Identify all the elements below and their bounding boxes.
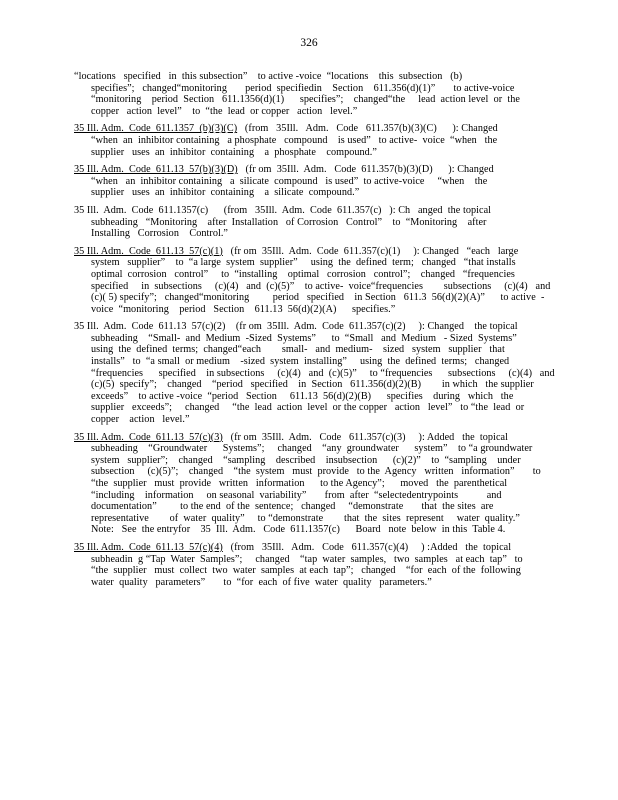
line-text: using the defined terms; changed“each small- and medium- sized system supplier that xyxy=(91,344,505,356)
line-text: subheading “Monitoring after Installation of Corrosion Control” to “Monitoring after xyxy=(91,216,487,228)
line-text: copper action level” to “the lead or copper action level.” xyxy=(91,105,358,117)
line-text: (c)(5) specify”; changed “period specified in Section 611.356(d)(2)(B) in which the supplier xyxy=(91,379,534,391)
entry-first-line xyxy=(74,71,540,83)
entry-line xyxy=(74,402,540,414)
entry-line xyxy=(74,554,540,566)
entry-line xyxy=(74,333,540,345)
citation-link: 35 Ill. Adm. Code 611.13 57(c)(3) xyxy=(74,431,223,443)
line-text: (from 35Ill. Adm. Code 611.357(b)(3)(C) ): Changed xyxy=(237,123,498,135)
entry-line xyxy=(74,176,540,188)
entry-line xyxy=(74,577,540,589)
entry-line xyxy=(74,257,540,269)
line-text: “the supplier must collect two water samples at each tap”; changed “for each of the following xyxy=(91,565,521,577)
line-text: “locations specified in this subsection” to active -voice “locations this subsection (b) xyxy=(74,71,463,82)
line-text: supplier uses an inhibitor containing a silicate compound.” xyxy=(91,187,360,199)
line-text: “when an inhibitor containing a phosphate compound is used” to active- voice “when the xyxy=(91,134,498,146)
table-entry xyxy=(74,123,540,158)
line-text: representative of water quality” to “demonstrate that the sites represent water quality.” xyxy=(91,512,520,524)
entry-line xyxy=(74,379,540,391)
entry-first-line xyxy=(74,321,540,333)
entry-line xyxy=(74,490,540,502)
entry-line xyxy=(74,292,545,304)
document-body xyxy=(74,71,555,594)
line-text: voice “monitoring period Section 611.13 56(d)(2)(A) specifies.” xyxy=(91,303,396,315)
line-text: (fr om 35Ill. Adm. Code 611.357(c)(3) ): Added the topical xyxy=(222,431,508,443)
entry-line xyxy=(74,94,540,106)
line-text: subheading “Small- and Medium -Sized Systems” to “Small and Medium - Sized Systems” xyxy=(91,332,517,344)
line-text: “including information on seasonal variability” from after “selectedentrypoints and xyxy=(91,489,502,501)
table-entry xyxy=(74,321,555,426)
line-text: (fr om 35Ill. Adm. Code 611.357(c)(1) ): Changed “each large xyxy=(222,245,519,257)
citation-link: 35 Ill. Adm. Code 611.13 57(c)(4) xyxy=(74,541,223,553)
line-text: water quality parameters” to “for each of five water quality parameters.” xyxy=(91,576,432,588)
entry-line xyxy=(74,280,551,293)
entry-line xyxy=(74,565,540,577)
line-text: system supplier” to “a large system supplier” using the defined term; changed “that installs xyxy=(91,257,516,269)
entry-line xyxy=(74,443,540,455)
citation-link: 35 Ill. Adm. Code 611.13 57(c)(1) xyxy=(74,245,223,257)
entry-line xyxy=(74,414,540,426)
entry-first-line xyxy=(74,542,540,554)
entry-line xyxy=(74,513,540,525)
entry-first-line xyxy=(74,123,540,135)
table-entry xyxy=(74,542,540,588)
line-text: exceeds” to active -voice “period Section 611.13 56(d)(2)(B) specifies during which the xyxy=(91,390,514,402)
entry-line xyxy=(74,524,540,536)
citation-link: 35 Ill. Adm. Code 611.1357 (b)(3)(C) xyxy=(74,123,238,135)
entry-line xyxy=(74,147,540,159)
line-text: specifies”; changed“monitoring period specifiedin Section 611.356(d)(1)” to active-voice xyxy=(91,82,515,94)
line-text: system supplier”; changed “sampling described insubsection (c)(2)” to “sampling under xyxy=(91,454,521,466)
line-text: copper action level.” xyxy=(91,414,190,426)
line-text: Installing Corrosion Control.” xyxy=(91,228,229,240)
entry-line xyxy=(74,391,540,403)
entry-line xyxy=(74,83,540,95)
line-text: (from 35Ill. Adm. Code 611.357(c)(4) ) :Added the topical xyxy=(222,541,512,553)
entry-line xyxy=(74,269,540,281)
entry-first-line xyxy=(74,432,540,444)
table-entry xyxy=(74,71,540,117)
line-text: subheadin g “Tap Water Samples”; changed “tap water samples, two samples at each tap” to xyxy=(91,553,523,565)
entry-line xyxy=(74,217,540,229)
line-text: specified in subsections (c)(4) and (c)(5)” to active- voice“frequencies subsections (c)(4) and xyxy=(91,280,551,292)
entry-line xyxy=(74,367,555,380)
entry-line xyxy=(74,304,540,316)
line-text: “when an inhibitor containing a silicate compound is used” to active-voice “when the xyxy=(91,175,488,187)
entry-line xyxy=(74,106,540,118)
line-text: subheading “Groundwater Systems”; changed “any groundwater system” to “a groundwater xyxy=(91,443,533,455)
entry-line xyxy=(74,344,540,356)
line-text: 35 Ill. Adm. Code 611.13 57(c)(2) (fr om 35Ill. Adm. Code 611.357(c)(2) ): Changed the topical xyxy=(74,321,518,333)
table-entry xyxy=(74,205,540,240)
line-text: Note: See the entryfor 35 Ill. Adm. Code 611.1357(c) Board note below in this Table 4. xyxy=(91,524,506,536)
citation-link: 35 Ill. Adm. Code 611.13 57(b)(3)(D) xyxy=(74,164,238,176)
line-text: installs” to “a small or medium -sized system installing” using the defined terms; changed xyxy=(91,356,510,368)
line-text: (fr om 35Ill. Adm. Code 611.357(b)(3)(D) ): Changed xyxy=(237,164,494,176)
line-text: “monitoring period Section 611.1356(d)(1) specifies”; changed“the lead action level or the xyxy=(91,94,520,106)
line-text: subsection (c)(5)”; changed “the system must provide to the Agency written information” to xyxy=(91,466,541,478)
entry-line xyxy=(74,466,540,478)
entry-line xyxy=(74,501,540,513)
line-text: (c)( 5) specify”; changed“monitoring period specified in Section 611.3 56(d)(2)(A)” to active - xyxy=(91,292,545,304)
line-text: “the supplier must provide written information to the Agency”; moved the parenthetical xyxy=(91,478,508,489)
entry-line xyxy=(74,187,540,199)
entry-first-line xyxy=(74,205,540,217)
entry-first-line xyxy=(74,164,540,176)
table-entry xyxy=(74,432,540,536)
entry-line xyxy=(74,356,540,368)
entry-first-line xyxy=(74,246,540,258)
line-text: optimal corrosion control” to “installing optimal corrosion control”; changed “frequencies xyxy=(91,268,515,280)
line-text: documentation” to the end of the sentence; changed “demonstrate that the sites are xyxy=(91,501,494,513)
line-text: 35 Ill. Adm. Code 611.1357(c) (from 35Ill. Adm. Code 611.357(c) ): Ch anged the topical xyxy=(74,204,492,216)
line-text: “frequencies specified in subsections (c)(4) and (c)(5)” to “frequencies subsections (c)(4) and xyxy=(91,367,555,379)
entry-line xyxy=(74,455,540,467)
line-text: supplier exceeds”; changed “the lead action level or the copper action level” to “the lead or xyxy=(91,402,525,414)
page-number: 326 xyxy=(300,37,318,49)
entry-line xyxy=(74,228,540,240)
entry-line xyxy=(74,135,540,147)
table-entry xyxy=(74,164,540,199)
entry-line xyxy=(74,478,540,490)
line-text: supplier uses an inhibitor containing a phosphate compound.” xyxy=(91,146,377,158)
table-entry xyxy=(74,245,551,316)
